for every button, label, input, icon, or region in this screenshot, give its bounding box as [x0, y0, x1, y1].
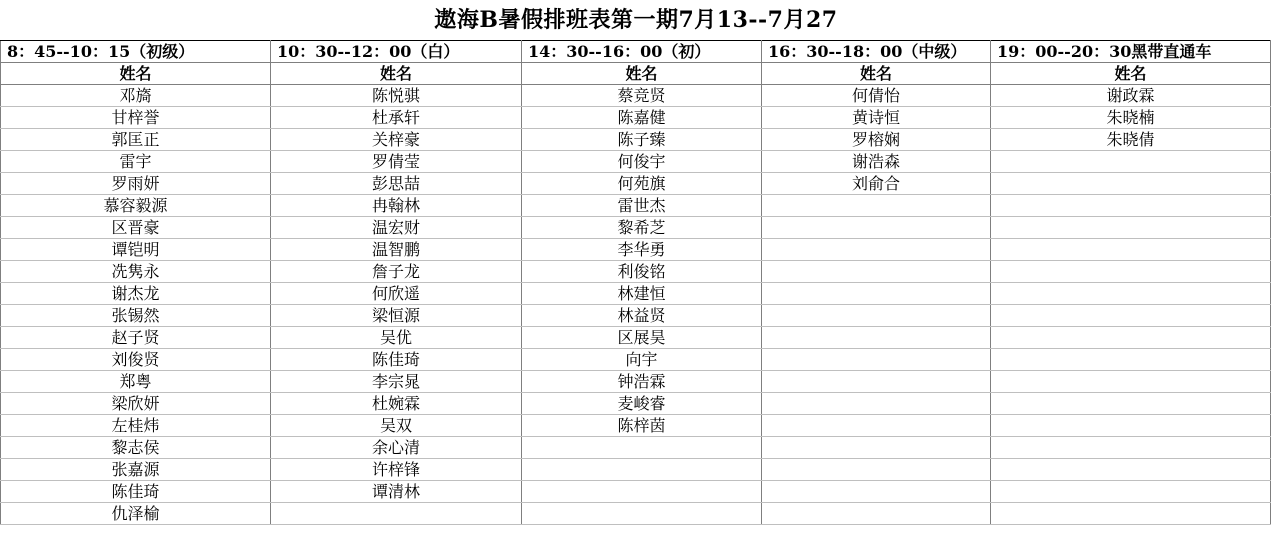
student-name-cell: 邓旖	[1, 85, 271, 107]
student-name-cell: 甘梓誉	[1, 107, 271, 129]
name-column-header: 姓名	[522, 63, 762, 85]
student-name-cell: 陈嘉健	[522, 107, 762, 129]
student-name-cell	[762, 305, 991, 327]
table-row	[1, 239, 1271, 261]
student-name-cell: 雷宇	[1, 151, 271, 173]
name-column-header: 姓名	[762, 63, 991, 85]
student-name-cell	[991, 151, 1271, 173]
table-row	[1, 85, 1271, 107]
table-row	[1, 217, 1271, 239]
student-name-cell: 李宗晁	[271, 371, 522, 393]
table-row	[1, 129, 1271, 151]
student-name-cell	[991, 437, 1271, 459]
student-name-cell	[762, 415, 991, 437]
session-row	[1, 41, 1271, 63]
student-name-cell: 朱晓倩	[991, 129, 1271, 151]
student-name-cell: 陈梓茵	[522, 415, 762, 437]
student-name-cell: 杜婉霖	[271, 393, 522, 415]
table-row	[1, 195, 1271, 217]
table-row	[1, 107, 1271, 129]
session-time-5: 19：00--20：30黑带直通车	[991, 41, 1271, 63]
student-name-cell	[522, 459, 762, 481]
student-name-cell: 何倩怡	[762, 85, 991, 107]
session-time-3: 14：30--16：00（初）	[522, 41, 762, 63]
student-name-cell: 罗倩莹	[271, 151, 522, 173]
student-name-cell: 谢浩森	[762, 151, 991, 173]
student-name-cell: 詹子龙	[271, 261, 522, 283]
student-name-cell	[271, 503, 522, 525]
student-name-cell: 郭匡正	[1, 129, 271, 151]
student-name-cell: 赵子贤	[1, 327, 271, 349]
table-row	[1, 459, 1271, 481]
table-row	[1, 173, 1271, 195]
student-name-cell: 麦峻睿	[522, 393, 762, 415]
table-row	[1, 503, 1271, 525]
student-name-cell: 慕容毅源	[1, 195, 271, 217]
table-row	[1, 481, 1271, 503]
student-name-cell: 林建恒	[522, 283, 762, 305]
student-name-cell: 左桂炜	[1, 415, 271, 437]
table-row	[1, 393, 1271, 415]
student-name-cell: 罗雨妍	[1, 173, 271, 195]
session-time-2: 10：30--12：00（白）	[271, 41, 522, 63]
student-name-cell: 温智鹏	[271, 239, 522, 261]
table-row	[1, 261, 1271, 283]
student-name-cell	[762, 283, 991, 305]
table-row	[1, 327, 1271, 349]
student-name-cell: 许梓锋	[271, 459, 522, 481]
student-name-cell	[522, 503, 762, 525]
student-name-cell: 向宇	[522, 349, 762, 371]
student-name-cell	[991, 261, 1271, 283]
student-name-cell	[991, 481, 1271, 503]
student-name-cell	[762, 261, 991, 283]
table-row	[1, 415, 1271, 437]
student-name-cell	[991, 459, 1271, 481]
student-name-cell: 刘俞合	[762, 173, 991, 195]
name-column-header: 姓名	[1, 63, 271, 85]
student-name-cell: 陈子臻	[522, 129, 762, 151]
table-row	[1, 283, 1271, 305]
student-name-cell: 杜承轩	[271, 107, 522, 129]
student-name-cell	[762, 349, 991, 371]
student-name-cell: 雷世杰	[522, 195, 762, 217]
student-name-cell	[522, 481, 762, 503]
student-name-cell: 冉翰林	[271, 195, 522, 217]
student-name-cell	[991, 305, 1271, 327]
student-name-cell	[762, 503, 991, 525]
name-column-header: 姓名	[991, 63, 1271, 85]
student-name-cell	[762, 217, 991, 239]
student-name-cell: 林益贤	[522, 305, 762, 327]
student-name-cell	[991, 371, 1271, 393]
student-name-cell: 何苑旗	[522, 173, 762, 195]
student-name-cell: 黎志侯	[1, 437, 271, 459]
student-name-cell	[991, 415, 1271, 437]
student-name-cell: 冼隽永	[1, 261, 271, 283]
student-name-cell: 张锡然	[1, 305, 271, 327]
session-time-4: 16：30--18：00（中级）	[762, 41, 991, 63]
student-name-cell: 罗榕娴	[762, 129, 991, 151]
student-name-cell: 梁欣妍	[1, 393, 271, 415]
student-name-cell: 彭思喆	[271, 173, 522, 195]
student-name-cell	[991, 283, 1271, 305]
student-name-cell: 余心清	[271, 437, 522, 459]
roster-body	[1, 85, 1271, 525]
student-name-cell	[991, 393, 1271, 415]
student-name-cell: 谢政霖	[991, 85, 1271, 107]
student-name-cell	[991, 195, 1271, 217]
student-name-cell: 关梓豪	[271, 129, 522, 151]
table-row	[1, 371, 1271, 393]
student-name-cell: 黎希芝	[522, 217, 762, 239]
student-name-cell: 陈佳琦	[271, 349, 522, 371]
student-name-cell: 吴双	[271, 415, 522, 437]
student-name-cell: 谭清林	[271, 481, 522, 503]
student-name-cell	[762, 371, 991, 393]
student-name-cell: 谭铠明	[1, 239, 271, 261]
student-name-cell: 温宏财	[271, 217, 522, 239]
student-name-cell	[991, 173, 1271, 195]
student-name-cell	[762, 239, 991, 261]
student-name-cell	[762, 393, 991, 415]
student-name-cell	[991, 349, 1271, 371]
student-name-cell: 郑粤	[1, 371, 271, 393]
student-name-cell: 蔡竞贤	[522, 85, 762, 107]
table-row	[1, 437, 1271, 459]
student-name-cell: 梁恒源	[271, 305, 522, 327]
page-title: 遨海B暑假排班表第一期7月13--7月27	[434, 7, 838, 33]
student-name-cell	[762, 459, 991, 481]
student-name-cell	[762, 437, 991, 459]
student-name-cell	[991, 327, 1271, 349]
student-name-cell: 谢杰龙	[1, 283, 271, 305]
student-name-cell: 仇泽榆	[1, 503, 271, 525]
table-row	[1, 305, 1271, 327]
name-column-header: 姓名	[271, 63, 522, 85]
student-name-cell	[762, 481, 991, 503]
column-header-row	[1, 63, 1271, 85]
student-name-cell: 区晋豪	[1, 217, 271, 239]
student-name-cell: 何俊宇	[522, 151, 762, 173]
student-name-cell	[762, 327, 991, 349]
student-name-cell: 钟浩霖	[522, 371, 762, 393]
student-name-cell	[991, 503, 1271, 525]
student-name-cell: 刘俊贤	[1, 349, 271, 371]
student-name-cell	[522, 437, 762, 459]
table-row	[1, 151, 1271, 173]
table-row	[1, 349, 1271, 371]
student-name-cell	[762, 195, 991, 217]
student-name-cell: 何欣遥	[271, 283, 522, 305]
student-name-cell: 陈佳琦	[1, 481, 271, 503]
student-name-cell: 李华勇	[522, 239, 762, 261]
student-name-cell: 陈悦骐	[271, 85, 522, 107]
student-name-cell	[991, 217, 1271, 239]
student-name-cell: 区展昊	[522, 327, 762, 349]
student-name-cell: 朱晓楠	[991, 107, 1271, 129]
session-time-1: 8：45--10：15（初级）	[1, 41, 271, 63]
schedule-table	[0, 40, 1271, 525]
student-name-cell	[991, 239, 1271, 261]
student-name-cell: 吴优	[271, 327, 522, 349]
student-name-cell: 利俊铭	[522, 261, 762, 283]
student-name-cell: 黄诗恒	[762, 107, 991, 129]
student-name-cell: 张嘉源	[1, 459, 271, 481]
